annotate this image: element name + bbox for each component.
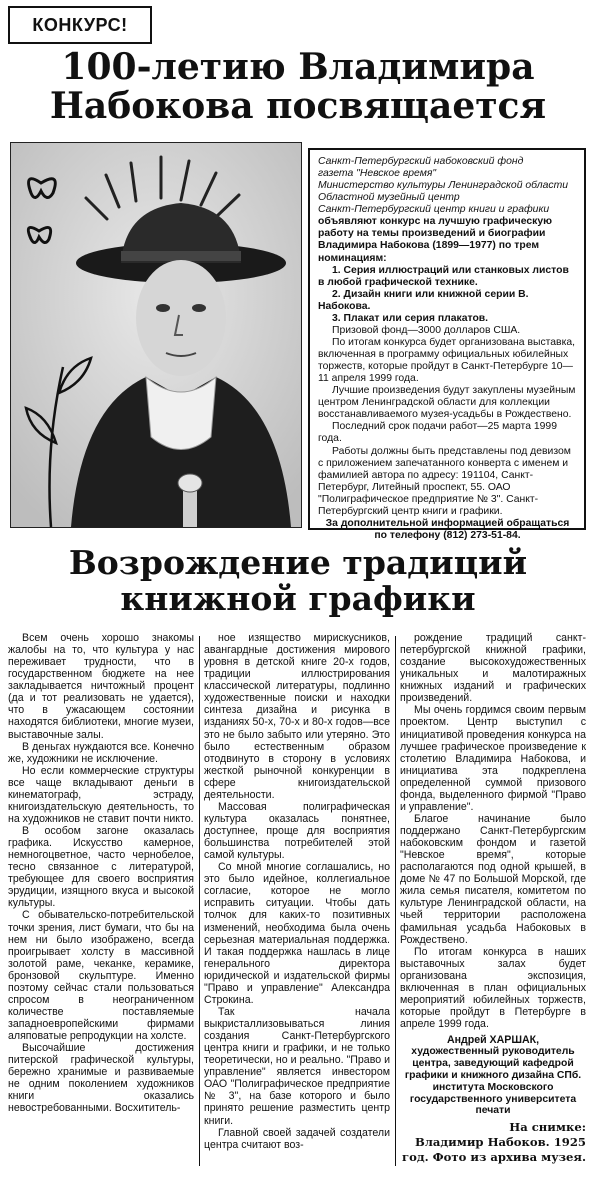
prize-fund: Призовой фонд—3000 долларов США. [332, 324, 521, 336]
article-paragraph: Со мной многие соглашались, но это было идейное, коллегиальное согласие, которое не могло исправить ситуации. Чтобы дать толчок для каких-то позитивных изменений, необходима была очень серьезная материальная поддержка. И такая поддержка нашлась в лице генерального директора юридической и издательской фирмы "Право и управление" Александра Строкина. [204, 861, 390, 1006]
nabokov-photo [10, 142, 302, 528]
author-title: художественный руководитель центра, заведующий кафедрой графики и книжного дизайна СПб. института Московского государственного университета печати [404, 1046, 582, 1117]
announcement-paragraph: Работы должны быть представлены под девизом с приложением запечатанного конверта с именем и фамилией автора по адресу: 191104, Санкт-Петербург, Литейный проспект, 55. ОАО "Полиграфическое предприятие № 3". Санкт-Петербургский центр книги и графики. [318, 445, 571, 517]
article-paragraph: Главной своей задачей создатели центра считают воз- [204, 1126, 390, 1151]
article-paragraph: Но если коммерческие структуры все чаще вкладывают деньги в кинематограф, эстраду, книгоиздательскую деятельность, то на художников не ставит почти никто. [8, 764, 194, 825]
contest-announcement-box [308, 148, 586, 541]
article-paragraph: По итогам конкурса в наших выставочных залах будет организована экспозиция, включенная в план официальных мероприятий юбилейных торжеств, которые пройдут в Петербурге в апреле 1999 года. [400, 945, 586, 1030]
headline-revival [0, 545, 596, 616]
article-paragraph: В деньгах нуждаются все. Конечно же, художники не исключение. [8, 740, 194, 765]
contest-intro: объявляют конкурс на лучшую графическую работу на темы произведений и биографии Владимира Набокова (1899—1977) по трем номинациям: [318, 216, 552, 264]
headline-nabokov [0, 48, 596, 126]
author-name: Андрей ХАРШАК, [446, 1034, 540, 1047]
photo-caption [400, 1120, 586, 1165]
headline-line-1: 100-летию Владимира [61, 46, 535, 88]
org-line: Министерство культуры Ленинградской области [318, 180, 569, 192]
nomination-1: 1. Серия иллюстраций или станковых листов в любой графической технике. [318, 264, 569, 288]
column-divider [199, 636, 200, 1166]
article-column-1 [8, 632, 194, 1115]
column-divider [395, 636, 396, 1166]
announcement-paragraph: По итогам конкурса будет организована выставка, включенная в программу официальных юбилейных торжеств, которые пройдут в Санкт-Петербурге 10—11 апреля 1999 года. [318, 336, 576, 385]
nomination-3: 3. Плакат или серия плакатов. [332, 312, 489, 324]
caption-text: Владимир Набоков. 1925 год. Фото из архива музея. [402, 1135, 586, 1165]
headline-line-2: Набокова посвящается [49, 84, 547, 127]
caption-label: На снимке: [509, 1120, 586, 1135]
portrait-illustration [11, 143, 301, 527]
article-paragraph: Массовая полиграфическая культура оказалась понятнее, доступнее, проще для восприятия большинства потребителей этой самой культуры. [204, 800, 390, 862]
article-paragraph: Мы очень гордимся своим первым проектом. Центр выступил с инициативой проведения конкурса на лучшее графическое произведение к столетию Владимира Набокова, и инициатива эта подкреплена определенной суммой призового фонда, выделенного фирмой "Право и управление". [400, 704, 586, 813]
org-line: Областной музейный центр [318, 192, 460, 204]
org-line: Санкт-Петербургский центр книги и графики [318, 204, 550, 216]
article-column-3 [400, 632, 586, 1165]
contact-phone: За дополнительной информацией обращаться по телефону (812) 273-51-84. [325, 517, 570, 541]
announcement-paragraph: Лучшие произведения будут закуплены музейным центром Ленинградской области для коллекции восстанавливаемого музея-усадьбы в Рождествено. [318, 385, 576, 421]
org-line: Санкт-Петербургский набоковский фонд [318, 156, 524, 167]
article-paragraph: ное изящество мирискусников, авангардные достижения мирового уровня в детской книге 20-х годов, традиции иллюстрирования классической литературы, подлинно художественные поиски и находки синтеза дизайна и рисунка в изданиях 50-х, 70-х и 80-х годов—все это не было забыто или утеряно. Это было естественным образом отодвинуто в сторону в условиях жесткой рыночной конкуренции в сфере книгоиздательской деятельности. [204, 632, 390, 801]
nomination-2: 2. Дизайн книги или книжной серии В. Набокова. [318, 288, 529, 312]
announcement-paragraph: Последний срок подачи работ—25 марта 1999 года. [318, 421, 557, 445]
article-paragraph: С обывательско-потребительской точки зрения, лист бумаги, что бы на нем ни было изображено, всегда проигрывает холсту в массивной золотой раме, чеканке, керамике, бронзовой скульптуре. Именно поэтому сейчас стали пользоваться спросом в неограниченном количестве поставляемые западноевропейскими фирмами аляповатые репродукции на холсте. [8, 909, 194, 1043]
article-paragraph: Так начала выкристаллизовываться линия создания Санкт-Петербургского центра книги и графики, и не только теоретически, но и реально. "Право и управление" является инвестором ОАО "Полиграфическое предприятие № 3", на базе которого и было принято решение разместить центр книги. [204, 1005, 390, 1127]
face [136, 260, 226, 376]
headline-line-1: Возрождение традиций [68, 543, 528, 582]
article-paragraph: Всем очень хорошо знакомы жалобы на то, что культура у нас переживает трудности, что в государственном бюджете на нее закладывается ничтожный процент (да и тот реализовать не удается), что в ужасающем состоянии находятся библиотеки, многие музеи, выставочные залы. [8, 632, 194, 741]
article-paragraph: Благое начинание было поддержано Санкт-Петербургским набоковским фондом и газетой "Невское время", которые располагаются под одной крышей, в доме № 47 по Большой Морской, где жила семья писателя, комитетом по культуре Ленинградской области, на чьей территории расположена фамильная усадьба Набоковых в Рождествено. [400, 812, 586, 946]
article-paragraph: В особом загоне оказалась графика. Искусство камерное, немногоцветное, часто чернобелое, тесно связанное с литературой, требующее для своего восприятия эрудиции, изящного вкуса и высокой культуры. [8, 825, 194, 910]
article-column-2 [204, 632, 390, 1151]
article-paragraph: Высочайшие достижения питерской графической культуры, бережно хранимые и развиваемые не одним поколением художников книги оказались невостребованными. Восхититель- [8, 1042, 194, 1115]
org-line: газета "Невское время" [318, 168, 437, 180]
article-paragraph: рождение традиций санкт-петербургской книжной графики, создание высокохудожественных уникальных и малотиражных книжных изданий и графических произведений. [400, 632, 586, 705]
headline-line-2: книжной графики [120, 578, 476, 618]
rubric-label: КОНКУРС! [8, 6, 152, 44]
